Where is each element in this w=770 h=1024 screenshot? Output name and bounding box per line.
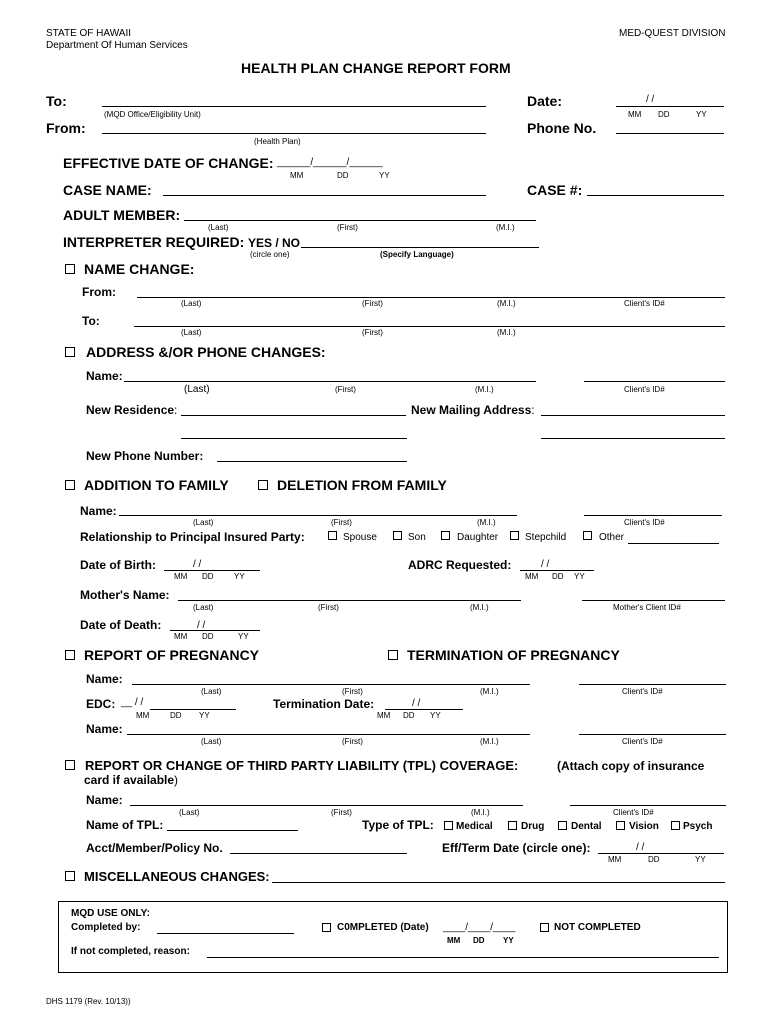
term-yy: YY — [430, 711, 441, 720]
dod-label: Date of Death: — [80, 618, 162, 632]
date-dd: DD — [658, 110, 670, 119]
family-name-label: Name: — [80, 504, 117, 518]
adult-member-field[interactable] — [184, 220, 536, 221]
tpl-client-id-field[interactable] — [570, 805, 726, 806]
daughter-label: Daughter — [457, 532, 499, 543]
adrc-label: ADRC Requested: — [408, 558, 512, 572]
address-mi: (M.I.) — [475, 385, 494, 394]
case-name-label: CASE NAME: — [63, 182, 152, 198]
tpl-first: (First) — [331, 808, 352, 817]
mother-last: (Last) — [193, 603, 214, 612]
completed-label: C0MPLETED (Date) — [337, 922, 429, 933]
dod-mm: MM — [174, 632, 188, 641]
dob-slashes: / / — [193, 559, 202, 570]
term-mm: MM — [377, 711, 391, 720]
case-number-field[interactable] — [587, 195, 724, 196]
name-change-from-label: From: — [82, 285, 116, 299]
misc-field[interactable] — [272, 882, 725, 883]
family-last: (Last) — [193, 518, 214, 527]
to-last: (Last) — [181, 328, 202, 337]
acct-label: Acct/Member/Policy No. — [86, 841, 223, 855]
adrc-field[interactable] — [520, 570, 594, 571]
pregnancy-report-checkbox[interactable] — [65, 650, 75, 660]
termination-date-label: Termination Date: — [273, 697, 375, 711]
name-change-title: NAME CHANGE: — [84, 261, 195, 277]
adult-last: (Last) — [208, 223, 229, 232]
form-number: DHS 1179 (Rev. 10/13)) — [46, 997, 131, 1006]
psych-checkbox[interactable] — [671, 821, 680, 830]
address-last: (Last) — [184, 384, 210, 395]
deletion-checkbox[interactable] — [258, 480, 268, 490]
tpl-mi: (M.I.) — [471, 808, 490, 817]
eff-term-slashes: / / — [636, 842, 645, 853]
name-change-to-field[interactable] — [134, 326, 725, 327]
pregnancy-report-title: REPORT OF PREGNANCY — [84, 647, 260, 663]
form-title: HEALTH PLAN CHANGE REPORT FORM — [241, 60, 511, 76]
tpl-card-note: card if available) — [84, 773, 179, 787]
date-label: Date: — [527, 93, 563, 109]
medical-label: Medical — [456, 821, 493, 832]
adult-first: (First) — [337, 223, 358, 232]
pregnancy-first-2: (First) — [342, 737, 363, 746]
family-client-id-field[interactable] — [584, 515, 722, 516]
dod-yy: YY — [238, 632, 249, 641]
to-label: To: — [46, 93, 67, 109]
address-client-id-field[interactable] — [584, 381, 725, 382]
interpreter-yes-no[interactable]: YES / NO — [248, 236, 301, 250]
psych-label: Psych — [683, 821, 713, 832]
name-of-tpl-label: Name of TPL: — [86, 818, 164, 832]
tpl-client-id: Client's ID# — [613, 808, 654, 817]
name-change-checkbox[interactable] — [65, 264, 75, 274]
spouse-checkbox[interactable] — [328, 531, 337, 540]
to-first: (First) — [362, 328, 383, 337]
pregnancy-client-id-field[interactable] — [579, 684, 726, 685]
effective-date-label: EFFECTIVE DATE OF CHANGE: — [63, 155, 274, 171]
pregnancy-termination-checkbox[interactable] — [388, 650, 398, 660]
mother-mi: (M.I.) — [470, 603, 489, 612]
dob-field[interactable] — [164, 570, 260, 571]
edc-yy: YY — [199, 711, 210, 720]
dob-dd: DD — [202, 572, 214, 581]
adrc-yy: YY — [574, 572, 585, 581]
not-completed-checkbox[interactable] — [540, 923, 549, 932]
specify-language-note: (Specify Language) — [380, 250, 454, 259]
new-mailing-address-label: New Mailing Address: — [411, 403, 535, 417]
misc-checkbox[interactable] — [65, 871, 75, 881]
case-name-field[interactable] — [163, 195, 486, 196]
reason-field[interactable] — [207, 957, 719, 958]
dental-label: Dental — [571, 821, 602, 832]
address-client-id: Client's ID# — [624, 385, 665, 394]
mqd-use-only-box — [58, 901, 728, 973]
new-phone-field[interactable] — [217, 461, 407, 462]
completed-checkbox[interactable] — [322, 923, 331, 932]
date-slashes: / / — [646, 94, 655, 105]
to-mi: (M.I.) — [497, 328, 516, 337]
from-mi: (M.I.) — [497, 299, 516, 308]
pregnancy-mi: (M.I.) — [480, 687, 499, 696]
mother-first: (First) — [318, 603, 339, 612]
completed-by-field[interactable] — [157, 933, 294, 934]
son-label: Son — [408, 532, 426, 543]
drug-checkbox[interactable] — [508, 821, 517, 830]
deletion-title: DELETION FROM FAMILY — [277, 477, 447, 493]
other-field[interactable] — [628, 543, 719, 544]
pregnancy-name-field-2[interactable] — [127, 734, 530, 735]
addition-checkbox[interactable] — [65, 480, 75, 490]
type-of-tpl-label: Type of TPL: — [362, 818, 434, 832]
reason-label: If not completed, reason: — [71, 946, 190, 957]
pregnancy-name-field[interactable] — [132, 684, 530, 685]
edc-dd: DD — [170, 711, 182, 720]
mother-client-id-field[interactable] — [582, 600, 725, 601]
state-label: STATE OF HAWAII — [46, 28, 131, 39]
date-mm: MM — [628, 110, 642, 119]
from-last: (Last) — [181, 299, 202, 308]
name-of-tpl-field[interactable] — [167, 830, 298, 831]
new-residence-field[interactable] — [181, 415, 406, 416]
eff-term-field[interactable] — [598, 853, 724, 854]
not-completed-label: NOT COMPLETED — [554, 922, 641, 933]
adrc-dd: DD — [552, 572, 564, 581]
adult-member-label: ADULT MEMBER: — [63, 207, 181, 223]
name-change-to-label: To: — [82, 314, 100, 328]
tpl-last: (Last) — [179, 808, 200, 817]
family-first: (First) — [331, 518, 352, 527]
edc-label: EDC: — [86, 697, 116, 711]
acct-field[interactable] — [230, 853, 407, 854]
phone-field[interactable] — [616, 133, 724, 134]
edc-field-start[interactable]: __ / / — [121, 697, 144, 708]
division-label: MED-QUEST DIVISION — [619, 28, 726, 39]
address-name-label: Name: — [86, 369, 123, 383]
stepchild-checkbox[interactable] — [510, 531, 519, 540]
adrc-mm: MM — [525, 572, 539, 581]
dob-mm: MM — [174, 572, 188, 581]
mother-name-field[interactable] — [178, 600, 521, 601]
eff-term-label: Eff/Term Date (circle one): — [442, 841, 591, 855]
pregnancy-client-id-field-2[interactable] — [579, 734, 726, 735]
termination-date-slashes: / / — [412, 698, 421, 709]
phone-label: Phone No. — [527, 120, 597, 136]
adult-mi: (M.I.) — [496, 223, 515, 232]
date-yy: YY — [696, 110, 707, 119]
interpreter-label: INTERPRETER REQUIRED: — [63, 234, 245, 250]
new-mailing-address-field[interactable] — [541, 415, 725, 416]
from-label: From: — [46, 120, 86, 136]
daughter-checkbox[interactable] — [441, 531, 450, 540]
tpl-name-field[interactable] — [130, 805, 523, 806]
eff-mm: MM — [608, 855, 622, 864]
drug-label: Drug — [521, 821, 545, 832]
from-first: (First) — [362, 299, 383, 308]
completed-date-field[interactable]: ____/____/____ — [443, 922, 516, 933]
pregnancy-last-2: (Last) — [201, 737, 222, 746]
to-field[interactable] — [102, 106, 486, 107]
spouse-label: Spouse — [343, 532, 377, 543]
medical-checkbox[interactable] — [444, 821, 453, 830]
vision-label: Vision — [629, 821, 659, 832]
completed-yy: YY — [503, 936, 514, 945]
effective-mm: MM — [290, 171, 304, 180]
stepchild-label: Stepchild — [525, 532, 567, 543]
completed-mm: MM — [447, 936, 461, 945]
new-mailing-address-field-2[interactable] — [541, 438, 725, 439]
tpl-name-label: Name: — [86, 793, 123, 807]
completed-dd: DD — [473, 936, 485, 945]
family-name-field[interactable] — [119, 515, 517, 516]
pregnancy-last: (Last) — [201, 687, 222, 696]
pregnancy-client-id: Client's ID# — [622, 687, 663, 696]
dod-field[interactable] — [170, 630, 260, 631]
new-phone-label: New Phone Number: — [86, 449, 204, 463]
address-name-field[interactable] — [124, 381, 536, 382]
effective-dd: DD — [337, 171, 349, 180]
pregnancy-mi-2: (M.I.) — [480, 737, 499, 746]
name-change-from-field[interactable] — [137, 297, 725, 298]
circle-one-note: (circle one) — [250, 250, 290, 259]
son-checkbox[interactable] — [393, 531, 402, 540]
dob-yy: YY — [234, 572, 245, 581]
new-residence-label: New Residence: — [86, 403, 178, 417]
mqd-use-only-title: MQD USE ONLY: — [71, 908, 150, 919]
tpl-title: REPORT OR CHANGE OF THIRD PARTY LIABILITY (TPL) COVERAGE: — [85, 758, 519, 773]
edc-field[interactable] — [150, 709, 236, 710]
edc-mm: MM — [136, 711, 150, 720]
term-dd: DD — [403, 711, 415, 720]
family-client-id: Client's ID# — [624, 518, 665, 527]
address-change-checkbox[interactable] — [65, 347, 75, 357]
relationship-label: Relationship to Principal Insured Party: — [80, 530, 305, 544]
language-field[interactable] — [301, 247, 539, 248]
pregnancy-name-label: Name: — [86, 672, 123, 686]
termination-date-field[interactable] — [385, 709, 463, 710]
dental-checkbox[interactable] — [558, 821, 567, 830]
address-change-title: ADDRESS &/OR PHONE CHANGES: — [86, 344, 326, 360]
pregnancy-client-id-2: Client's ID# — [622, 737, 663, 746]
new-residence-field-2[interactable] — [181, 438, 407, 439]
mother-name-label: Mother's Name: — [80, 588, 170, 602]
other-checkbox[interactable] — [583, 531, 592, 540]
family-mi: (M.I.) — [477, 518, 496, 527]
vision-checkbox[interactable] — [616, 821, 625, 830]
eff-dd: DD — [648, 855, 660, 864]
misc-title: MISCELLANEOUS CHANGES: — [84, 869, 270, 884]
pregnancy-name-label-2: Name: — [86, 722, 123, 736]
addition-title: ADDITION TO FAMILY — [84, 477, 229, 493]
eff-yy: YY — [695, 855, 706, 864]
tpl-attach-note: (Attach copy of insurance — [557, 759, 705, 773]
adrc-slashes: / / — [541, 559, 550, 570]
to-sub-label: (MQD Office/Eligibility Unit) — [104, 110, 201, 119]
from-sub-label: (Health Plan) — [254, 137, 301, 146]
dod-slashes: / / — [197, 620, 206, 631]
tpl-checkbox[interactable] — [65, 760, 75, 770]
mother-client-id: Mother's Client ID# — [613, 603, 681, 612]
pregnancy-termination-title: TERMINATION OF PREGNANCY — [407, 647, 620, 663]
from-client-id: Client's ID# — [624, 299, 665, 308]
department-label: Department Of Human Services — [46, 40, 188, 51]
pregnancy-first: (First) — [342, 687, 363, 696]
effective-date-field[interactable]: ______/______/______ — [277, 157, 383, 168]
case-number-label: CASE #: — [527, 182, 583, 198]
other-label: Other — [599, 532, 625, 543]
address-first: (First) — [335, 385, 356, 394]
date-field[interactable] — [616, 106, 724, 107]
effective-yy: YY — [379, 171, 390, 180]
dob-label: Date of Birth: — [80, 558, 156, 572]
dod-dd: DD — [202, 632, 214, 641]
completed-by-label: Completed by: — [71, 922, 141, 933]
from-field[interactable] — [102, 133, 486, 134]
